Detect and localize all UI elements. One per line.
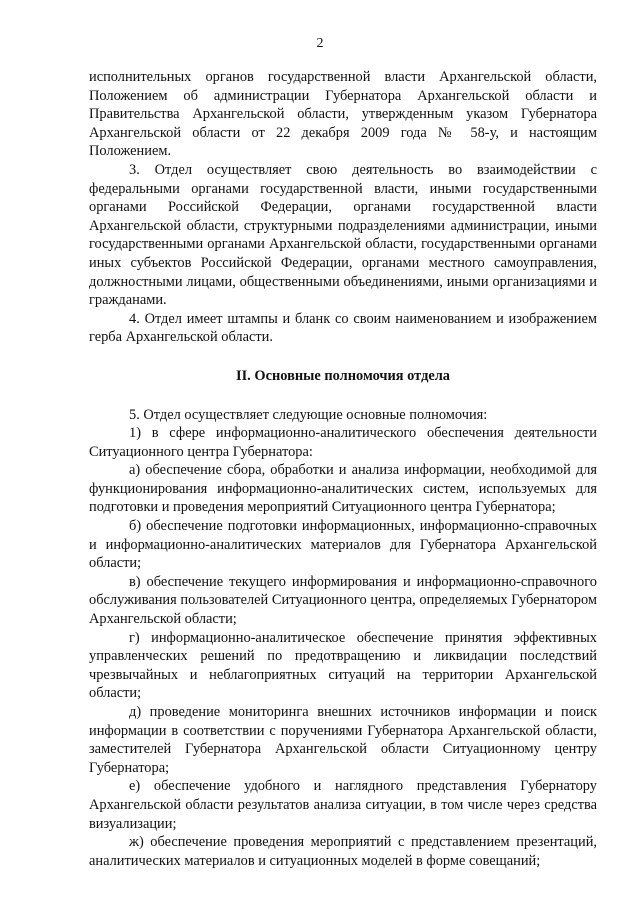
- subitem-a: а) обеспечение сбора, обработки и анализа информации, необходимой для функционирования информационно-аналитических систем, используемых для подготовки и проведения мероприятий Ситуационного центра Губернатора;: [89, 462, 597, 516]
- paragraph-5: 5. Отдел осуществляет следующие основные полномочия:: [129, 406, 488, 423]
- paragraph-3: 3. Отдел осуществляет свою деятельность во взаимодействии с федеральными органами государственной власти, иными государственными органами Российской Федерации, органами государственной власти Архангельской области, структурными подразделениями администрации, иными государственными органами Архангельской области, государственными органами иных субъектов Российской Федерации, органами местного самоуправления, должностными лицами, общественными объединениями, иными организациями и гражданами.: [89, 161, 597, 309]
- subitem-b: б) обеспечение подготовки информационных, информационно-справочных и информационно-аналитических материалов для Губернатора Архангельской области;: [89, 518, 597, 572]
- subitem-zh: ж) обеспечение проведения мероприятий с представлением презентаций, аналитических материалов и ситуационных моделей в форме совещаний;: [89, 834, 597, 869]
- subitem-e: е) обеспечение удобного и наглядного представления Губернатору Архангельской области результатов анализа ситуации, в том числе через средства визуализации;: [89, 778, 597, 832]
- page-number: 2: [316, 36, 324, 51]
- subitem-g: г) информационно-аналитическое обеспечение принятия эффективных управленческих решений по предотвращению и ликвидации последствий чрезвычайных и неблагоприятных ситуаций на территории Архангельской области;: [89, 629, 597, 702]
- paragraph-4: 4. Отдел имеет штампы и бланк со своим наименованием и изображением герба Архангельской области.: [89, 310, 597, 346]
- subitem-d: д) проведение мониторинга внешних источников информации и поиск информации в соответствии с поручениями Губернатора Архангельской области, заместителей Губернатора Архангельской области Ситуационному центру Губернатора;: [89, 704, 597, 776]
- subitem-v: в) обеспечение текущего информирования и информационно-справочного обслуживания пользователей Ситуационного центра, определяемых Губернатором Архангельской области;: [89, 573, 597, 628]
- paragraph-continuation: исполнительных органов государственной власти Архангельской области, Положением об администрации Губернатора Архангельской области и Правительства Архангельской области, утвержденным указом Губернатора Архангельской области от 22 декабря 2009 года № 58-у, и настоящим Положением.: [89, 69, 597, 160]
- subitem-1: 1) в сфере информационно-аналитического обеспечения деятельности Ситуационного центра Губернатора:: [89, 425, 597, 460]
- document-body: [89, 68, 597, 870]
- section-heading: II. Основные полномочия отдела: [235, 367, 451, 384]
